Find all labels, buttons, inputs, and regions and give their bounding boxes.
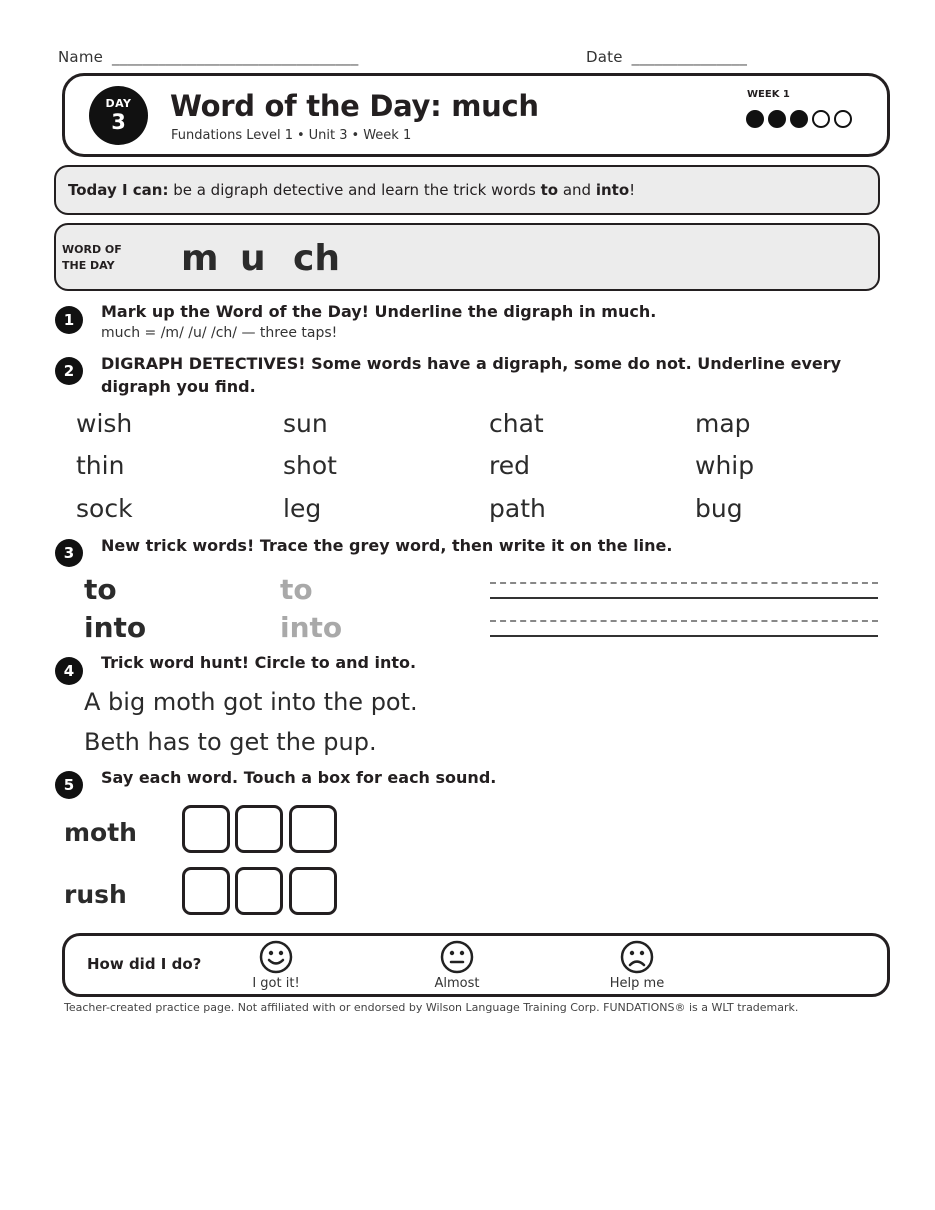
question-number: 5 [55,771,83,799]
hunt-sentence[interactable]: Beth has to get the pup. [84,728,377,756]
practice-word[interactable]: map [695,409,751,438]
week-progress-label: WEEK 1 [747,89,790,100]
writing-guide-dashed [490,620,878,622]
day-badge [89,86,148,145]
hunt-sentence[interactable]: A big moth got into the pot. [84,688,418,716]
sound-tile: u [240,238,266,279]
practice-word[interactable]: chat [489,409,544,438]
sound-box[interactable] [235,805,283,853]
neutral-face-icon[interactable] [440,940,474,978]
trace-word[interactable]: into [280,611,343,644]
name-field[interactable] [58,48,358,66]
week-dot-filled [746,110,764,128]
subtitle [171,128,411,143]
practice-word[interactable]: path [489,494,546,523]
day-label: DAY [105,97,132,110]
day-number: 3 [111,110,126,134]
question-text: Say each word. Touch a box for each sound. [101,768,497,787]
label-line: THE DAY [62,259,115,272]
sound-box[interactable] [235,867,283,915]
self-check-label: Help me [609,976,665,991]
question-text: New trick words! Trace the grey word, then write it on the line. [101,536,673,555]
week-dot-empty [812,110,830,128]
question-text: Mark up the Word of the Day! Underline the digraph in much. [101,302,657,321]
goal-word-to: to [540,181,559,199]
separator-dot: • [297,128,305,143]
sound-box[interactable] [289,805,337,853]
practice-word[interactable]: sock [76,494,133,523]
question-number: 1 [55,306,83,334]
self-check-label: Almost [434,976,480,991]
name-label: Name [58,48,104,66]
question-text: Trick word hunt! Circle to and into. [101,653,417,672]
goal-and: and [558,181,596,199]
sound-box[interactable] [182,867,230,915]
self-check-prompt: How did I do? [87,955,202,973]
practice-word[interactable]: wish [76,409,133,438]
sound-tile: ch [293,238,340,279]
practice-word[interactable]: sun [283,409,328,438]
date-line[interactable]: _______________ [631,48,748,66]
writing-guide-dashed [490,582,878,584]
date-label: Date [586,48,623,66]
unit-name: Unit 3 [308,128,348,143]
disclaimer: Teacher-created practice page. Not affiliated with or endorsed by Wilson Language Training Corp. FUNDATIONS® is a WLT trademark. [64,1001,799,1014]
trace-word[interactable]: to [280,573,313,606]
question-number: 2 [55,357,83,385]
week-dot-filled [768,110,786,128]
question-text: DIGRAPH DETECTIVES! Some words have a digraph, some do not. Underline every digraph you find. [101,354,842,396]
goal-end: ! [629,181,636,199]
practice-word[interactable]: shot [283,451,337,480]
writing-line[interactable] [490,635,878,637]
trick-word: to [84,573,117,606]
practice-word[interactable]: bug [695,494,743,523]
week-name: Week 1 [363,128,412,143]
practice-word[interactable]: red [489,451,530,480]
word-of-day-box [54,223,880,291]
name-line[interactable]: ________________________________ [112,48,359,66]
sound-word: moth [64,818,137,847]
goal-lead: Today I can: [68,181,169,199]
question-number: 4 [55,657,83,685]
goal-word-into: into [595,181,630,199]
week-dot-filled [790,110,808,128]
week-progress-dots [746,110,852,128]
week-dot-empty [834,110,852,128]
page-title: Word of the Day: much [170,89,539,123]
sound-tile: m [181,238,219,279]
goal-statement [68,181,635,199]
smiling-face-icon[interactable] [259,940,293,978]
sound-box[interactable] [289,867,337,915]
program-name: Fundations Level 1 [171,128,293,143]
label-line: WORD OF [62,243,122,256]
writing-line[interactable] [490,597,878,599]
practice-word[interactable]: leg [283,494,322,523]
separator-dot: • [351,128,360,143]
question-number: 3 [55,539,83,567]
sound-word: rush [64,880,127,909]
sound-box[interactable] [182,805,230,853]
word-of-day-label [62,242,152,274]
practice-word[interactable]: whip [695,451,755,480]
goal-text: be a digraph detective and learn the trick words [168,181,541,199]
question-hint: much = /m/ /u/ /ch/ — three taps! [101,325,338,341]
date-field[interactable] [586,48,747,66]
trick-word: into [84,611,147,644]
frowning-face-icon[interactable] [620,940,654,978]
self-check-label: I got it! [252,976,300,991]
practice-word[interactable]: thin [76,451,125,480]
